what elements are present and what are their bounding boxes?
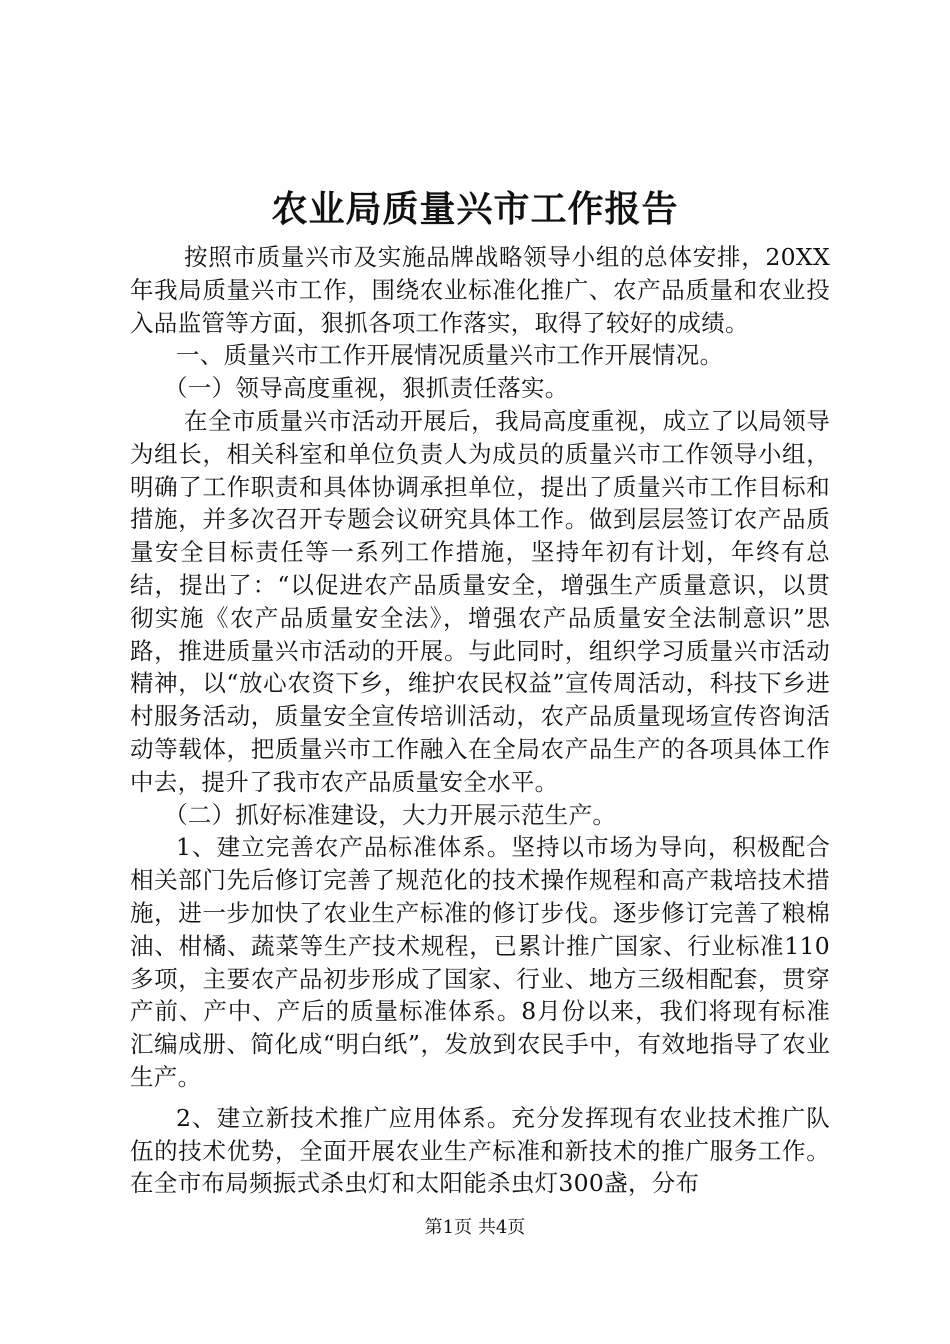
document-body xyxy=(130,241,830,1200)
paragraph-leadership: 在全市质量兴市活动开展后，我局高度重视，成立了以局领导为组长，相关科室和单位负责人为成员的质量兴市工作领导小组，明确了工作职责和具体协调承担单位，提出了质量兴市工作目标和措施，并多次召开专题会议研究具体工作。做到层层签订农产品质量安全目标责任等一系列工作措施，坚持年初有计划，年终有总结，提出了：“以促进农产品质量安全，增强生产质量意识，以贯彻实施《农产品质量安全法》，增强农产品质量安全法制意识”思路，推进质量兴市活动的开展。与此同时，组织学习质量兴市活动精神，以“放心农资下乡，维护农民权益”宣传周活动，科技下乡进村服务活动，质量安全宣传培训活动，农产品质量现场宣传咨询活动等载体，把质量兴市工作融入在全局农产品生产的各项具体工作中去，提升了我市农产品质量安全水平。 xyxy=(130,406,830,796)
paragraph-standards: 1、建立完善农产品标准体系。坚持以市场为导向，积极配合相关部门先后修订完善了规范化的技术操作规程和高产栽培技术措施，进一步加快了农业生产标准的修订步伐。逐步修订完善了粮棉油、柑橘、蔬菜等生产技术规程，已累计推广国家、行业标准110多项，主要农产品初步形成了国家、行业、地方三级相配套，贯穿产前、产中、产后的质量标准体系。8月份以来，我们将现有标准汇编成册、简化成“明白纸”，发放到农民手中，有效地指导了农业生产。 xyxy=(130,833,830,1091)
paragraph-technology: 2、建立新技术推广应用体系。充分发挥现有农业技术推广队伍的技术优势，全面开展农业生产标准和新技术的推广服务工作。在全市布局频振式杀虫灯和太阳能杀虫灯300盏，分布 xyxy=(130,1103,830,1198)
document-title: 农业局质量兴市工作报告 xyxy=(271,188,679,230)
paragraph-intro: 按照市质量兴市及实施品牌战略领导小组的总体安排，20XX年我局质量兴市工作，围绕农业标准化推广、农产品质量和农业投入品监管等方面，狠抓各项工作落实，取得了较好的成绩。 xyxy=(130,243,830,337)
paragraph-subheading-2: （二）抓好标准建设，大力开展示范生产。 xyxy=(164,800,617,829)
paragraph-section-heading: 一、质量兴市工作开展情况质量兴市工作开展情况。 xyxy=(176,341,724,370)
page-footer: 第1页 共4页 xyxy=(424,1217,526,1238)
paragraph-subheading-1: （一）领导高度重视，狠抓责任落实。 xyxy=(164,374,569,403)
